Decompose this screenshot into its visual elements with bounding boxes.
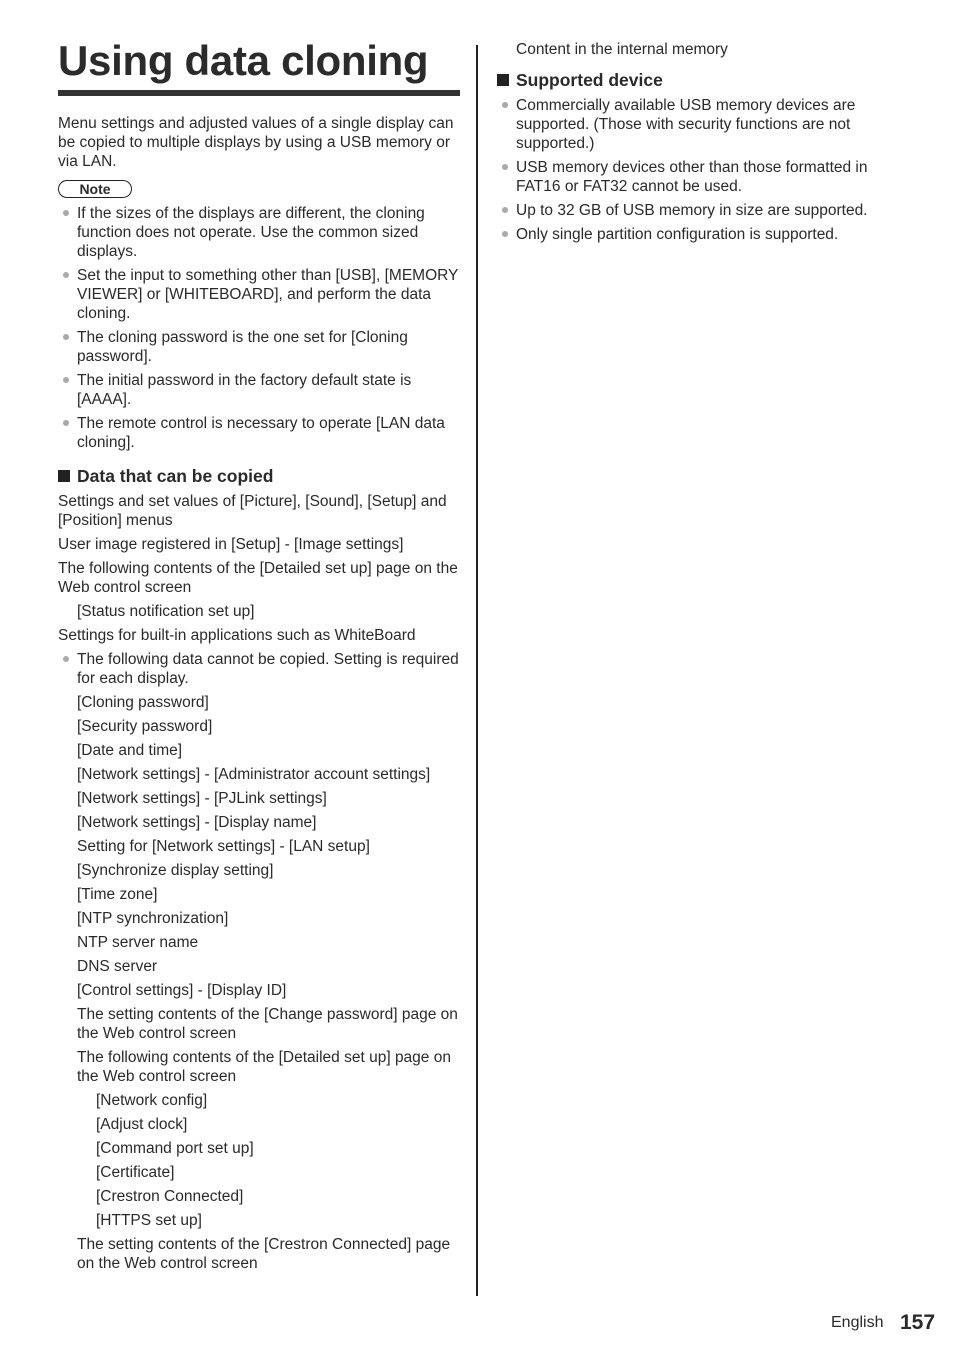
- intro-paragraph: Menu settings and adjusted values of a single display can be copied to multiple displays by using a USB memory or via LAN.: [58, 115, 454, 170]
- not-copied-bullet: The following data cannot be copied. Setting is required for each display.: [58, 650, 460, 688]
- not-copied-item: [Date and time]: [77, 742, 183, 759]
- note-item: Set the input to something other than [USB], [MEMORY VIEWER] or [WHITEBOARD], and perform the data cloning.: [58, 266, 460, 323]
- not-copied-item: [Network settings] - [Display name]: [77, 814, 317, 831]
- detailed-sub-item: [HTTPS set up]: [96, 1212, 202, 1229]
- internal-memory-item: Content in the internal memory: [516, 41, 728, 58]
- supported-item: USB memory devices other than those formatted in FAT16 or FAT32 cannot be used.: [497, 158, 907, 196]
- supported-item: Commercially available USB memory devices are supported. (Those with security functions are not supported.): [497, 96, 907, 153]
- not-copied-item: DNS server: [77, 958, 158, 975]
- not-copied-item: [Network settings] - [PJLink settings]: [77, 790, 327, 807]
- supported-heading-text: Supported device: [516, 70, 663, 90]
- not-copied-list: [58, 650, 460, 688]
- supported-item: Only single partition configuration is supported.: [497, 225, 907, 244]
- footer-language: English: [831, 1314, 884, 1331]
- note-badge: Note: [58, 180, 132, 198]
- right-column: [497, 40, 907, 249]
- not-copied-item: [Synchronize display setting]: [77, 862, 274, 879]
- not-copied-item: The following contents of the [Detailed set up] page on the Web control screen: [77, 1049, 451, 1085]
- left-column: [58, 38, 460, 1273]
- not-copied-item: [Time zone]: [77, 886, 158, 903]
- note-list: [58, 204, 460, 452]
- not-copied-item: NTP server name: [77, 934, 199, 951]
- copied-paragraph: Settings and set values of [Picture], [Sound], [Setup] and [Position] menus: [58, 493, 447, 529]
- supported-item: Up to 32 GB of USB memory in size are supported.: [497, 201, 907, 220]
- note-item: The remote control is necessary to operate [LAN data cloning].: [58, 414, 460, 452]
- not-copied-item: [Cloning password]: [77, 694, 209, 711]
- detailed-sub-item: [Certificate]: [96, 1164, 175, 1181]
- supported-list: [497, 96, 907, 244]
- square-bullet-icon: [58, 470, 70, 482]
- supported-heading: [497, 69, 907, 91]
- not-copied-item: [Control settings] - [Display ID]: [77, 982, 287, 999]
- column-divider: [476, 45, 478, 1296]
- copied-heading-text: Data that can be copied: [77, 466, 274, 486]
- copied-paragraph: The following contents of the [Detailed set up] page on the Web control screen: [58, 560, 458, 596]
- not-copied-item: The setting contents of the [Change password] page on the Web control screen: [77, 1006, 458, 1042]
- note-item: The cloning password is the one set for [Cloning password].: [58, 328, 460, 366]
- copied-paragraph: Settings for built-in applications such as WhiteBoard: [58, 627, 416, 644]
- page-number: 157: [900, 1311, 936, 1334]
- not-copied-item: [NTP synchronization]: [77, 910, 229, 927]
- detailed-sub-item: [Network config]: [96, 1092, 208, 1109]
- copied-sub-item: [Status notification set up]: [77, 603, 255, 620]
- detailed-sub-item: [Command port set up]: [96, 1140, 254, 1157]
- detailed-sub-item: [Adjust clock]: [96, 1116, 188, 1133]
- copied-paragraph: User image registered in [Setup] - [Image settings]: [58, 536, 404, 553]
- square-bullet-icon: [497, 74, 509, 86]
- page-title: Using data cloning: [58, 37, 429, 84]
- note-item: The initial password in the factory default state is [AAAA].: [58, 371, 460, 409]
- detailed-sub-item: [Crestron Connected]: [96, 1188, 244, 1205]
- not-copied-item: [Security password]: [77, 718, 213, 735]
- title-rule: [58, 90, 460, 96]
- copied-heading: [58, 465, 460, 487]
- note-item: If the sizes of the displays are different, the cloning function does not operate. Use the common sized displays.: [58, 204, 460, 261]
- not-copied-item: The setting contents of the [Crestron Connected] page on the Web control screen: [77, 1236, 451, 1272]
- not-copied-item: Setting for [Network settings] - [LAN setup]: [77, 838, 370, 855]
- not-copied-item: [Network settings] - [Administrator account settings]: [77, 766, 431, 783]
